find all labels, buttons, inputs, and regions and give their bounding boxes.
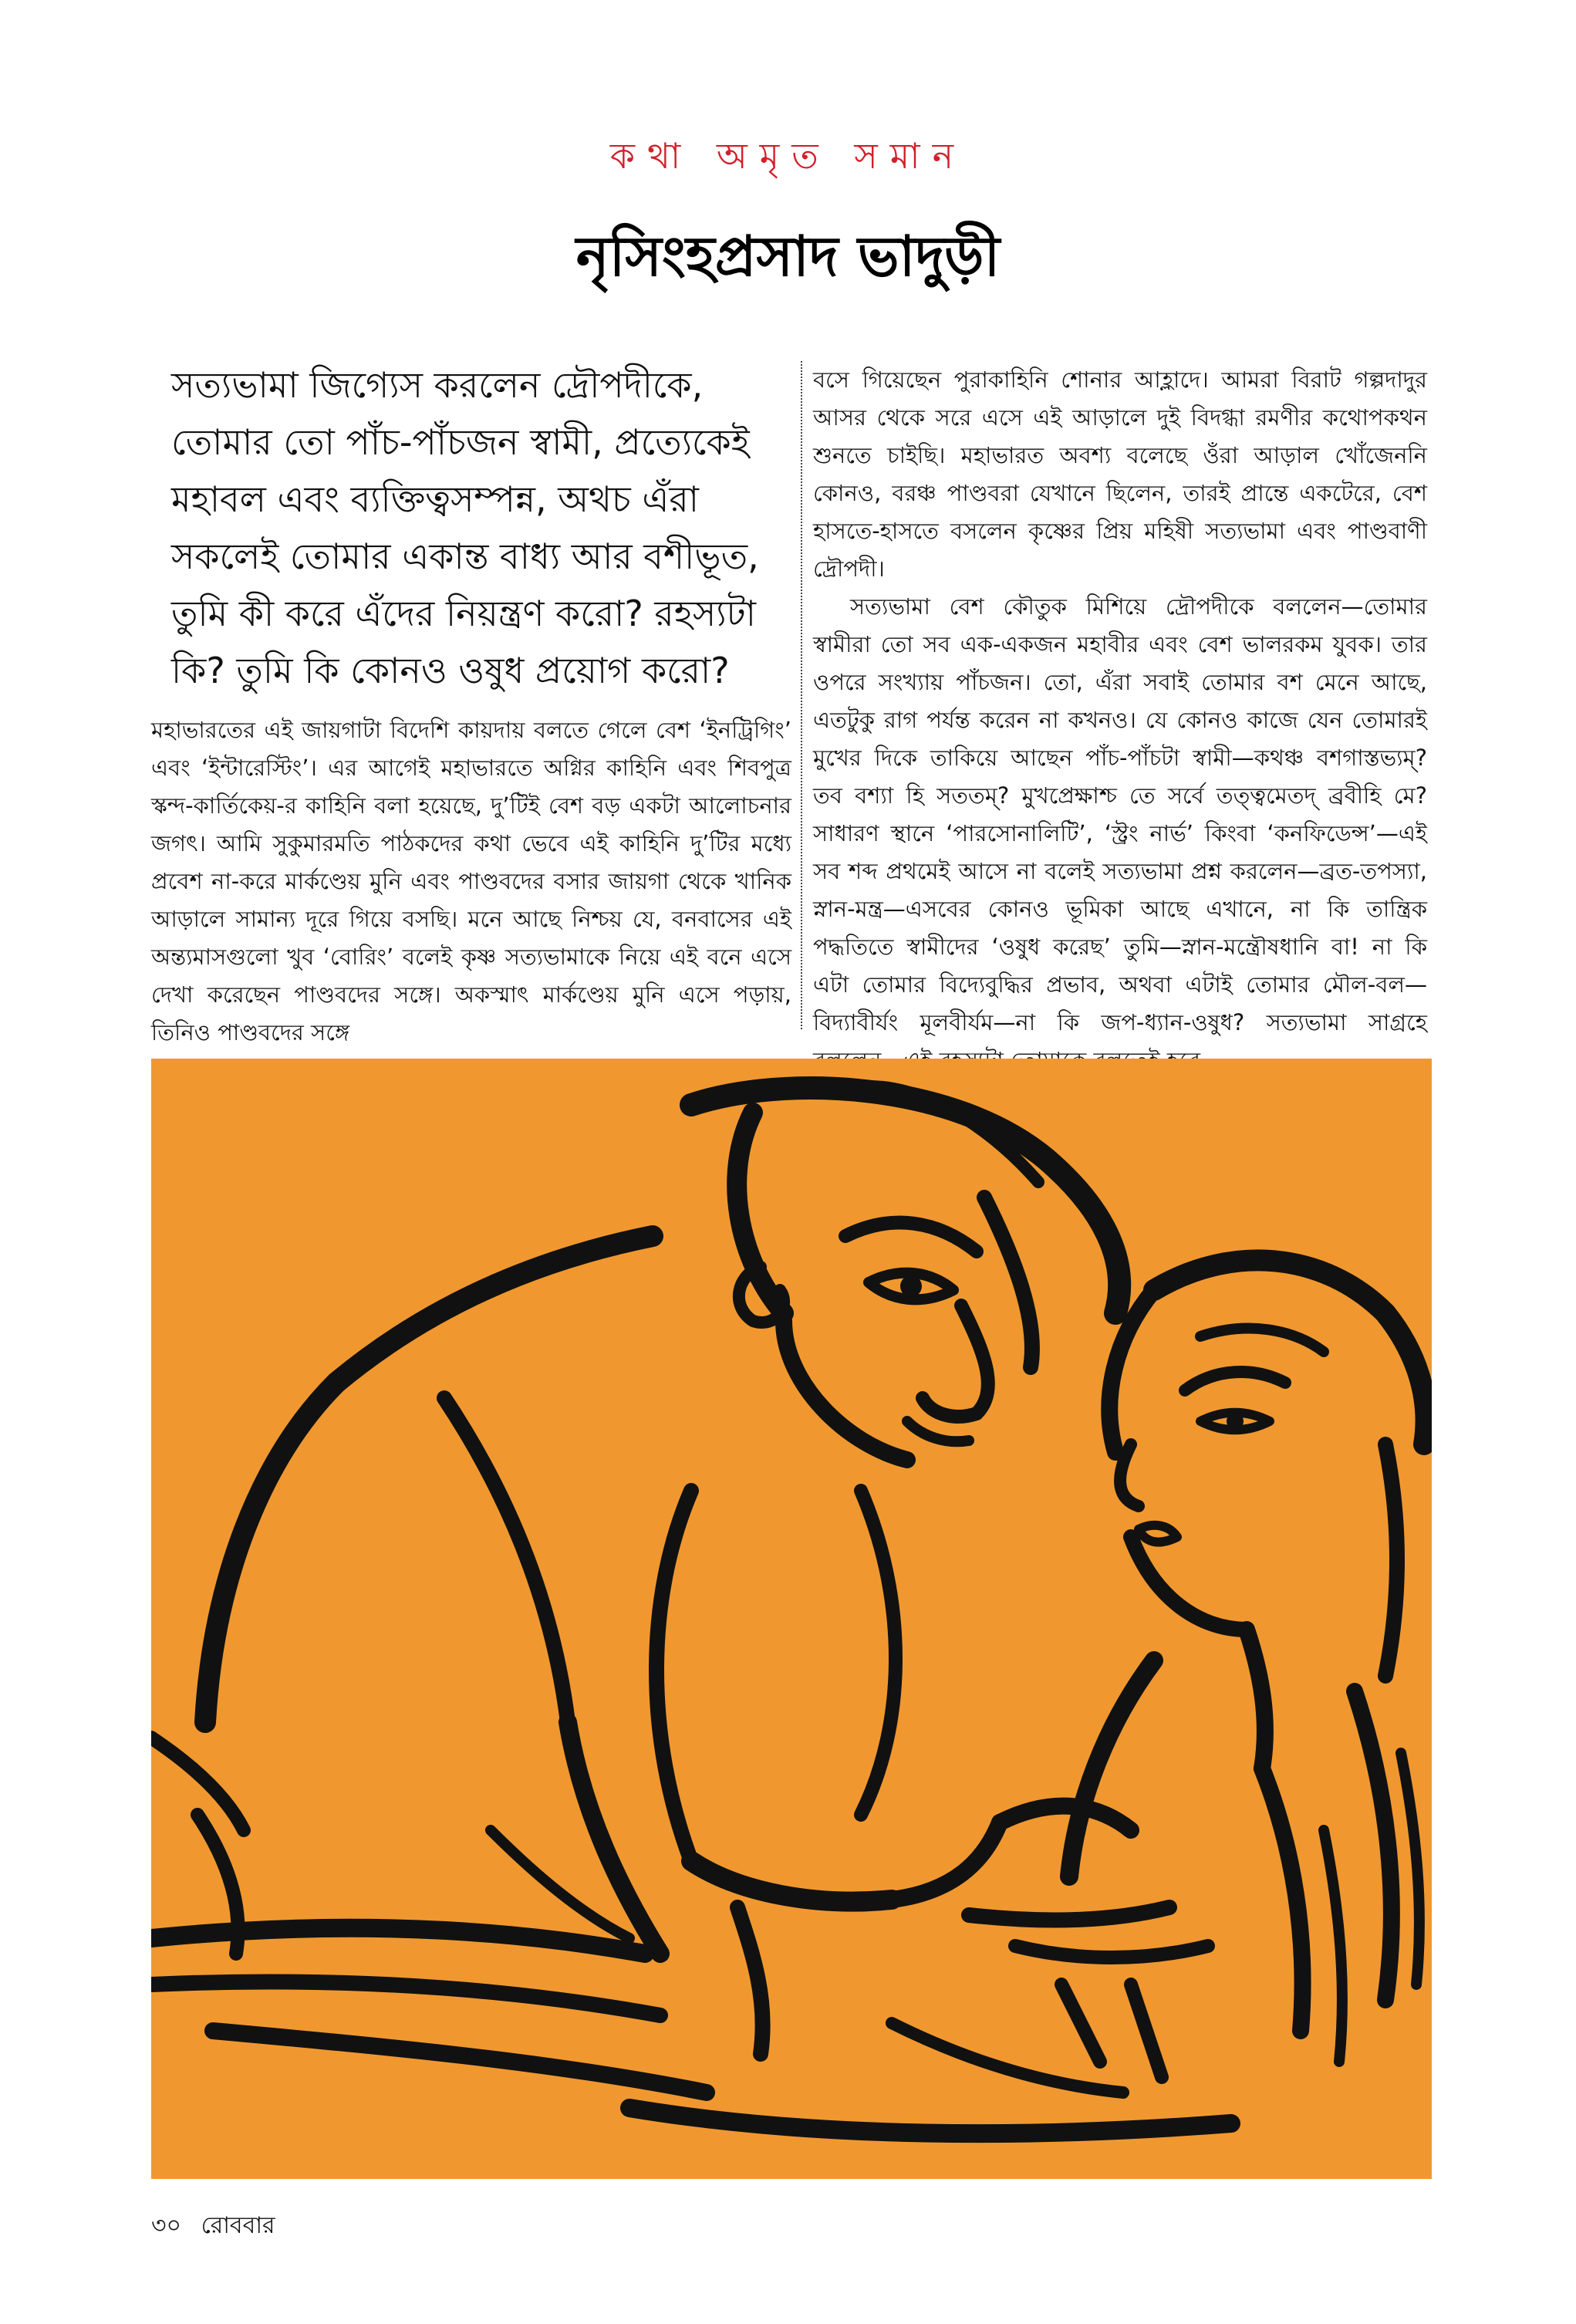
page-number: ৩০: [151, 2212, 182, 2239]
body-column-1: মহাভারতের এই জায়গাটা বিদেশি কায়দায় বলতে গেলে বেশ ‘ইনট্রিগিং’ এবং ‘ইন্টারেস্টিং’। এর আগেই মহাভারতে অগ্নির কাহিনি এবং শিবপুত্র স্কন্দ-কার্তিকেয়-র কাহিনি বলা হয়েছে, দু’টিই বেশ বড় একটা আলোচনার জগৎ। আমি সুকুমারমতি পাঠকদের কথা ভেবে এই কাহিনি দু’টির মধ্যে প্রবেশ না-করে মার্কণ্ডেয় মুনি এবং পাণ্ডবদের বসার জায়গা থেকে খানিক আড়ালে সামান্য দূরে গিয়ে বসছি। মনে আছে নিশ্চয় যে, বনবাসের এই অন্ত্যমাসগুলো খুব ‘বোরিং’ বলেই কৃষ্ণ সত্যভামাকে নিয়ে এই বনে এসে দেখা করেছেন পাণ্ডবদের সঙ্গে। অকস্মাৎ মার্কণ্ডেয় মুনি এসে পড়ায়, তিনিও পাণ্ডবদের সঙ্গে: [151, 717, 791, 1045]
body-column-2-paragraph-2: সত্যভামা বেশ কৌতুক মিশিয়ে দ্রৌপদীকে বললেন—তোমার স্বামীরা তো সব এক-একজন মহাবীর এবং বেশ ভালরকম যুবক। তার ওপরে সংখ্যায় পাঁচজন। তো, এঁরা সবাই তোমার বশ মেনে আছে, এতটুকু রাগ পর্যন্ত করেন না কখনও। যে কোনও কাজে যেন তোমারই মুখের দিকে তাকিয়ে আছেন পাঁচ-পাঁচটা স্বামী—কথঞ্চ বশগাস্তভ্যম্? তব বশ্যা হি সততম্? মুখপ্রেক্ষাশ্চ তে সর্বে তত্ত্বমেতদ্ ব্রবীহি মে? সাধারণ স্থানে ‘পারসোনালিটি’, ‘স্ট্রং নার্ভ’ কিংবা ‘কনফিডেন্স’—এই সব শব্দ প্রথমেই আসে না বলেই সত্যভামা প্রশ্ন করলেন—ব্রত-তপস্যা, স্নান-মন্ত্র—এসবের কোনও ভূমিকা আছে এখানে, না কি তান্ত্রিক পদ্ধতিতে স্বামীদের ‘ওষুধ করেছ’ তুমি—স্নান-মন্ত্রৌষধানি বা! না কি এটা তোমার বিদ্যেবুদ্ধির প্রভাব, অথবা এটাই তোমার মৌল-বল—বিদ্যাবীর্যং মূলবীর্যম—না কি জপ-ধ্যান-ওষুধ? সত্যভামা সাগ্রহে: [813, 593, 1427, 1035]
publication-name: রোববার: [201, 2212, 275, 2239]
page-footer: [151, 2207, 275, 2246]
illustration: [151, 1059, 1432, 2179]
column-divider: [801, 361, 802, 1029]
body-column-2-paragraph-1: বসে গিয়েছেন পুরাকাহিনি শোনার আহ্লাদে। আমরা বিরাট গল্পদাদুর আসর থেকে সরে এসে এই আড়ালে দুই বিদগ্ধা রমণীর কথোপকথন শুনতে চাইছি। মহাভারত অবশ্য বলেছে ওঁরা আড়াল খোঁজেননি কোনও, বরঞ্চ পাণ্ডবরা যেখানে ছিলেন, তারই প্রান্তে একটেরে, বেশ হাসতে-হাসতে বসলেন কৃষ্ণের প্রিয় মহিষী সত্যভামা এবং পাণ্ডবাণী দ্রৌপদী।: [813, 367, 1427, 582]
lead-paragraph: সত্যভামা জিগ্যেস করলেন দ্রৌপদীকে, তোমার তো পাঁচ-পাঁচজন স্বামী, প্রত্যেকেই মহাবল এবং ব্যক্তিত্বসম্পন্ন, অথচ এঁরা সকলেই তোমার একান্ত বাধ্য আর বশীভূত, তুমি কী করে এঁদের নিয়ন্ত্রণ করো? রহস্যটা কি? তুমি কি কোনও ওষুধ প্রয়োগ করো?: [171, 364, 759, 691]
illustration-artwork: [151, 1059, 1432, 2179]
section-kicker: কথা অমৃত সমান: [609, 135, 967, 177]
author-name: নৃসিংহপ্রসাদ ভাদুড়ী: [575, 224, 1001, 289]
body-column-2: [813, 361, 1427, 1079]
